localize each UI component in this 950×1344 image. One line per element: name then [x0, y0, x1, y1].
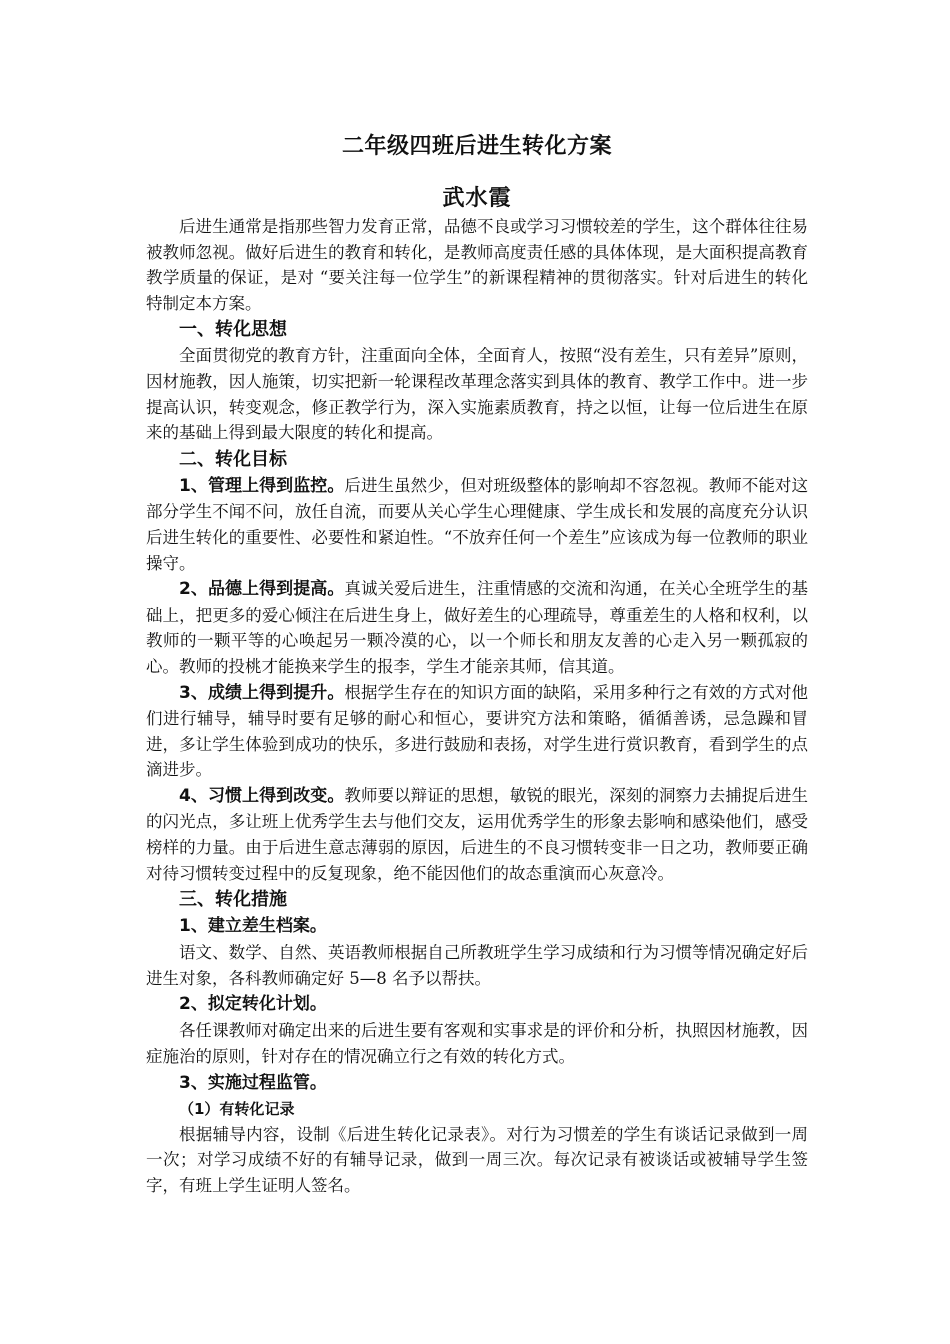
- goal-lead-1: 1、管理上得到监控。: [179, 475, 345, 496]
- measure-paragraph-3-1: 根据辅导内容，设制《后进生转化记录表》。对行为习惯差的学生有谈话记录做到一周一次；对学习成绩不好的有辅导记录，做到一周三次。每次记录有被谈话或被辅导学生签字，有班上学生证明人签名。: [146, 1124, 808, 1195]
- goal-lead-4: 4、习惯上得到改变。: [179, 785, 345, 806]
- document-content: [146, 132, 808, 1198]
- goal-body-4: 教师要以辩证的思想，敏锐的眼光，深刻的洞察力去捕捉后进生的闪光点，多让班上优秀学生去与他们交友，运用优秀学生的形象去影响和感染他们，感受榜样的力量。由于后进生意志薄弱的原因，后进生的不良习惯转变非一日之功，教师要正确对待习惯转变过程中的反复现象，绝不能因他们的故态重演而心灰意冷。: [146, 785, 808, 883]
- goal-paragraph-2: [146, 576, 808, 679]
- document-author: 武水霞: [442, 186, 512, 211]
- measure-paragraph-2: 各任课教师对确定出来的后进生要有客观和实事求是的评价和分析，执照因材施教，因症施治的原则，针对存在的情况确立行之有效的转化方式。: [146, 1021, 808, 1067]
- section-1-paragraph: 全面贯彻党的教育方针，注重面向全体，全面育人，按照“没有差生，只有差异”原则，因材施教，因人施策，切实把新一轮课程改革理念落实到具体的教育、教学工作中。进一步提高认识，转变观念，修正教学行为，深入实施素质教育，持之以恒，让每一位后进生在原来的基础上得到最大限度的转化和提高。: [146, 346, 808, 443]
- measure-subheading-3-1: （1）有转化记录: [179, 1099, 295, 1118]
- goal-body-2: 真诚关爱后进生，注重情感的交流和沟通，在关心全班学生的基础上，把更多的爱心倾注在后进生身上，做好差生的心理疏导，尊重差生的人格和权利，以教师的一颗平等的心唤起另一颗冷漠的心，以一个师长和朋友友善的心走入另一颗孤寂的心。教师的投桃才能换来学生的报李，学生才能亲其师，信其道。: [146, 579, 808, 676]
- measure-heading-3: 3、实施过程监管。: [179, 1072, 327, 1093]
- goal-body-1: 后进生虽然少，但对班级整体的影响却不容忽视。教师不能对这部分学生不闻不问，放任自流，而要从关心学生心理健康、学生成长和发展的高度充分认识后进生转化的重要性、必要性和紧迫性。“不放弃任何一个差生”应该成为每一位教师的职业操守。: [146, 475, 808, 573]
- measure-heading-2: 2、拟定转化计划。: [179, 994, 327, 1015]
- document-title: 二年级四班后进生转化方案: [341, 134, 612, 159]
- section-heading-3: 三、转化措施: [179, 889, 287, 911]
- goal-paragraph-4: [146, 783, 808, 886]
- measure-heading-1: 1、建立差生档案。: [179, 916, 327, 937]
- measure-paragraph-1: 语文、数学、自然、英语教师根据自己所教班学生学习成绩和行为习惯等情况确定好后进生对象，各科教师确定好 5—8 名予以帮扶。: [146, 943, 808, 988]
- intro-paragraph: 后进生通常是指那些智力发育正常，品德不良或学习习惯较差的学生，这个群体往往易被教师忽视。做好后进生的教育和转化，是教师高度责任感的具体体现，是大面积提高教育教学质量的保证，是对 “要关注每一位学生”的新课程精神的贯彻落实。针对后进生的转化特制定本方案。: [146, 217, 808, 313]
- goal-lead-3: 3、成绩上得到提升。: [179, 682, 345, 703]
- goal-lead-2: 2、品德上得到提高。: [179, 579, 345, 600]
- goal-paragraph-1: [146, 473, 808, 576]
- section-heading-1: 一、转化思想: [179, 319, 287, 341]
- section-heading-2: 二、转化目标: [179, 448, 287, 470]
- goal-paragraph-3: [146, 680, 808, 783]
- goal-body-3: 根据学生存在的知识方面的缺陷，采用多种行之有效的方式对他们进行辅导，辅导时要有足够的耐心和恒心，要讲究方法和策略，循循善诱，忌急躁和冒进，多让学生体验到成功的快乐，多进行鼓励和表扬，对学生进行赏识教育，看到学生的点滴进步。: [146, 682, 808, 780]
